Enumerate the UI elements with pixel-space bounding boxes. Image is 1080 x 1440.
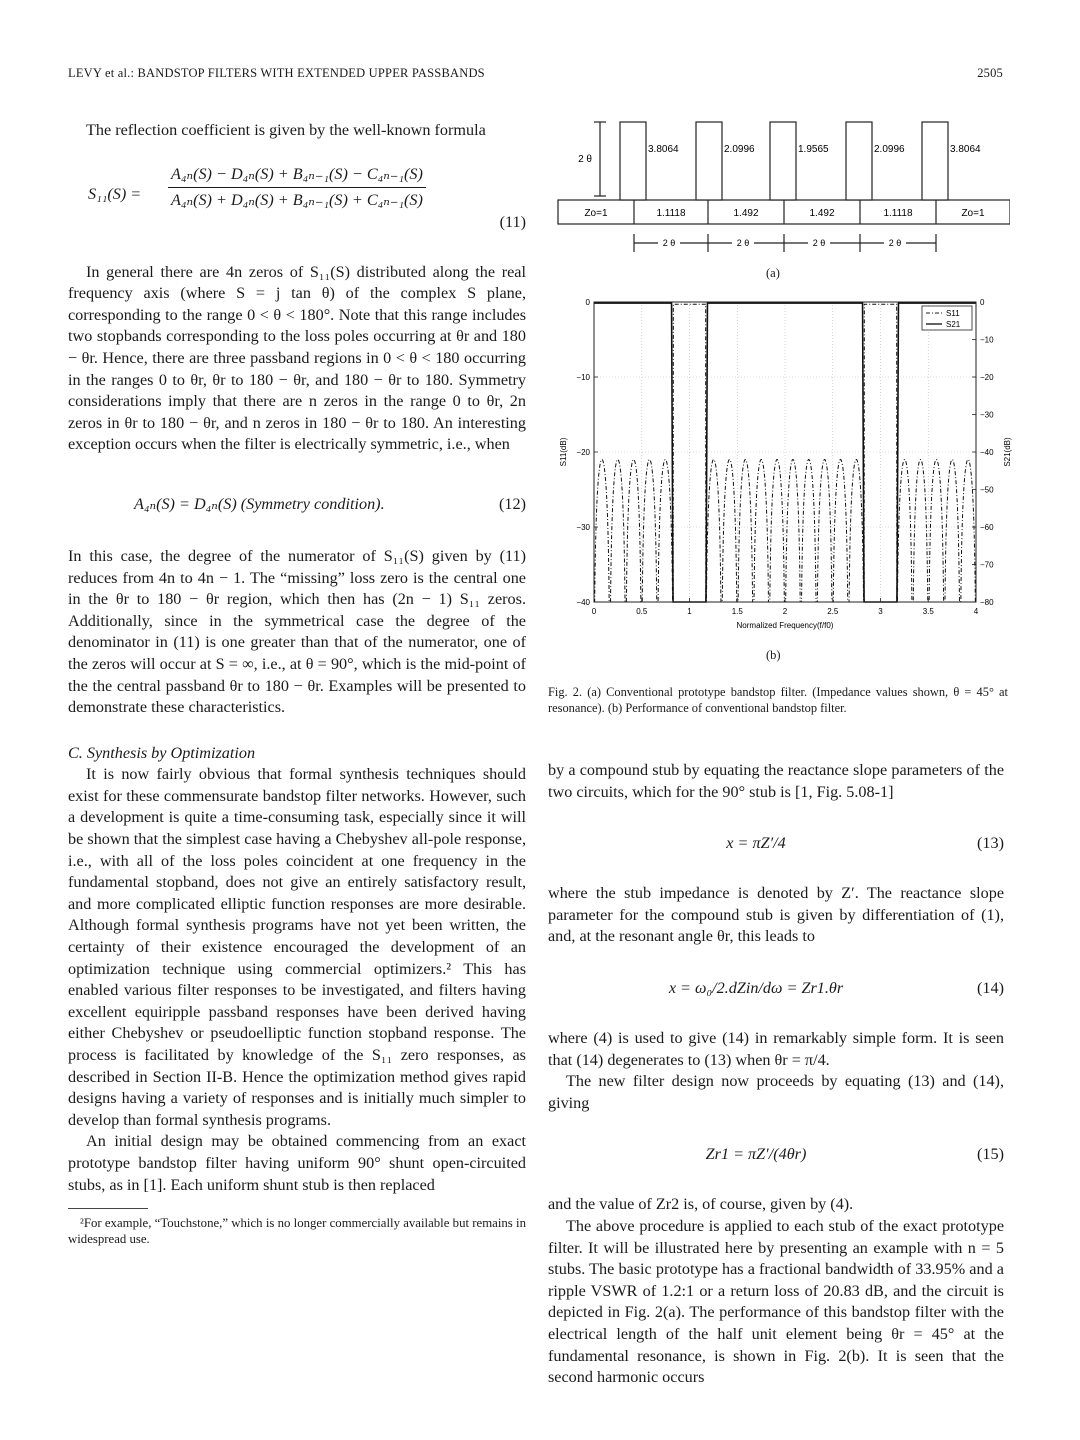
x-tick-label: 0.5: [636, 607, 648, 616]
line-impedance-3: 1.492: [733, 208, 759, 219]
y-tick-label: −10: [576, 373, 590, 382]
stub-length-label: 2 θ: [578, 154, 592, 165]
equation-11: [68, 160, 526, 248]
line-impedance-4: 1.492: [809, 208, 835, 219]
paragraph: It is now fairly obvious that formal synthesis techniques should exist for these commensurate bandstop filter networks. However, such a development is quite a time-consuming task, especially since it will be shown that the simplest case having a Chebyshev all-pole response, i.e., with all of the loss poles coincident at one frequency in the fundamental stopband, does not give an entirely satisfactory result, and more complicated elliptic function responses are more desirable. Although formal synthesis programs have not yet been written, the certainty of their existence encouraged the development of an optimization technique using commercial optimizers.² This has enabled various filter responses to be investigated, and filters having excellent equiripple passband responses have been derived having either Chebyshev or pseudoelliptic function stopband response. The process is facilitated by knowledge of the S₁₁ zero responses, as described in Section II-B. Hence the optimization method gives rapid designs having a variety of responses and is initially much simpler to develop than formal synthesis programs.: [68, 765, 526, 1129]
y-tick-label: −40: [576, 598, 590, 607]
line-impedance-5: 1.1118: [883, 208, 913, 219]
subfigure-a-label: (a): [766, 266, 780, 280]
stub-impedance-1: 3.8064: [648, 144, 679, 155]
x-tick-label: 4: [973, 607, 979, 616]
paragraph: The reflection coefficient is given by the well-known formula: [86, 121, 486, 139]
figure-caption: Fig. 2. (a) Conventional prototype bandstop filter. (Impedance values shown, θ = 45° at resonance). (b) Performance of conventional bandstop filter.: [548, 685, 1008, 715]
chart-grid: [594, 302, 976, 602]
stub-impedance-3: 1.9565: [798, 144, 829, 155]
eq13-number: (13): [977, 834, 1004, 853]
y-tick-label: −30: [576, 523, 590, 532]
eq12-number: (12): [499, 494, 526, 513]
running-header: LEVY et al.: BANDSTOP FILTERS WITH EXTENDED UPPER PASSBANDS: [68, 66, 485, 80]
paragraph: where the stub impedance is denoted by Z′. The reactance slope parameter for the compound stub is given by differentiation of (1), and, at the resonant angle θr, this leads to: [548, 884, 1004, 946]
eq11-number: (11): [499, 212, 526, 231]
left-column: [68, 120, 526, 1247]
y2-axis-label: S21(dB): [1003, 437, 1012, 467]
equation-13: [548, 833, 1004, 883]
x-axis-label: Normalized Frequency(f/f0): [736, 621, 834, 630]
y-tick-label: −20: [576, 448, 590, 457]
x-tick-label: 2: [782, 607, 788, 616]
footnote-rule: [68, 1208, 148, 1209]
chart-legend: [922, 306, 972, 330]
y2-tick-label: −50: [980, 485, 994, 495]
segment-length-1: 2 θ: [662, 238, 676, 248]
eq11-denominator: A₄ₙ(S) + D₄ₙ(S) + B₄ₙ₋₁(S) + C₄ₙ₋₁(S): [171, 191, 423, 210]
eq15-body: Zr1 = πZ′/(4θr): [705, 1145, 807, 1164]
line-impedance-1: Zo=1: [584, 208, 608, 219]
y2-tick-label: −20: [980, 373, 994, 382]
equation-12: [68, 490, 526, 540]
paragraph: and the value of Zr2 is, of course, given by (4).: [548, 1195, 854, 1214]
y2-tick-label: 0: [980, 298, 985, 307]
eq11-fraction: [168, 164, 426, 212]
y2-tick-label: −40: [980, 448, 994, 457]
eq11-lhs: S₁₁(S) =: [88, 184, 142, 203]
paragraph: In this case, the degree of the numerator of S₁₁(S) given by (11) reduces from 4n to 4n − 1. The “missing” loss zero is the central one in the θr to 180 − θr region, which then has (2n − 1) S₁₁ zeros. Additionally, since in the symmetrical case the degree of the denominator in (11) is one greater than that of the numerator, one of the zeros will occur at S = ∞, i.e., at θ = 90°, which is the mid-point of the the central passband θr to 180 − θr. Examples will be presented to demonstrate these characteristics.: [68, 546, 526, 717]
equation-14: [548, 978, 1004, 1028]
stub-impedance-2: 2.0996: [724, 144, 755, 155]
performance-chart: [548, 292, 1028, 638]
paragraph: The above procedure is applied to each stub of the exact prototype filter. It will be illustrated here by presenting an example with n = 5 stubs. The basic prototype has a fractional bandwidth of 33.95% and a ripple VSWR of 1.2:1 or a return loss of 20.83 dB, and the circuit is depicted in Fig. 2(a). The performance of this bandstop filter with the electrical length of the half unit element being θr = 45° at the fundamental resonance, is shown in Fig. 2(b). It is seen that the second harmonic occurs: [548, 1216, 1004, 1387]
page-number: 2505: [977, 66, 1003, 80]
legend-s21: S21: [946, 320, 961, 329]
equation-15: [548, 1144, 1004, 1194]
section-heading: C. Synthesis by Optimization: [68, 743, 256, 762]
y2-tick-label: −70: [980, 560, 994, 570]
x-tick-label: 3.5: [922, 607, 934, 616]
y2-tick-label: −10: [980, 335, 994, 345]
circuit-diagram: [550, 110, 1010, 270]
x-tick-label: 3: [878, 607, 883, 616]
paragraph: by a compound stub by equating the reactance slope parameters of the two circuits, which for the 90° stub is [1, Fig. 5.08-1]: [548, 761, 1004, 801]
subfigure-b-label: (b): [766, 648, 781, 662]
y-axis-label: S11(dB): [559, 437, 568, 467]
x-tick-label: 1: [687, 607, 692, 616]
eq11-numerator: A₄ₙ(S) − D₄ₙ(S) + B₄ₙ₋₁(S) − C₄ₙ₋₁(S): [168, 164, 426, 189]
footnote: ²For example, “Touchstone,” which is no longer commercially available but remains in widespread use.: [68, 1216, 526, 1247]
segment-length-2: 2 θ: [736, 238, 750, 248]
paragraph: An initial design may be obtained commencing from an exact prototype bandstop filter having uniform 90° shunt open-circuited stubs, as in [1]. Each uniform shunt stub is then replaced: [68, 1132, 526, 1194]
segment-length-4: 2 θ: [888, 238, 902, 248]
y2-tick-label: −30: [980, 410, 994, 420]
y-tick-label: 0: [585, 298, 590, 307]
eq13-body: x = πZ′/4: [726, 834, 786, 853]
eq14-body: x = ω₀/2.dZin/dω = Zr1.θr: [668, 978, 844, 997]
line-impedance-6: Zo=1: [961, 208, 985, 219]
x-tick-label: 2.5: [827, 607, 839, 616]
eq12-body: A₄ₙ(S) = D₄ₙ(S) (Symmetry condition).: [134, 494, 385, 513]
paragraph: In general there are 4n zeros of S₁₁(S) distributed along the real frequency axis (where S = j tan θ) of the complex S plane, corresponding to the range 0 < θ < 180°. Note that this range includes two stopbands corresponding to the loss poles occurring at θr and 180 − θr. Hence, there are three passband regions in 0 < θ < 180 occurring in the ranges 0 to θr, θr to 180 − θr, and 180 − θr to 180. Symmetry considerations imply that there are n zeros in the range 0 to θr, 2n zeros in θr to 180 − θr, and n zeros in 180 − θr to 180. An interesting exception occurs when the filter is electrically symmetric, i.e., when: [68, 262, 526, 454]
paragraph: The new filter design now proceeds by equating (13) and (14), giving: [548, 1072, 1004, 1112]
stub-impedance-4: 2.0996: [874, 144, 905, 155]
x-tick-label: 1.5: [731, 607, 743, 616]
right-column: [548, 760, 1004, 1389]
chart-ticks: [576, 298, 994, 616]
eq15-number: (15): [977, 1145, 1004, 1164]
paragraph: where (4) is used to give (14) in remarkably simple form. It is seen that (14) degenerates to (13) when θr = π/4.: [548, 1028, 1004, 1069]
line-impedance-2: 1.1118: [656, 208, 686, 219]
legend-s11: S11: [946, 309, 960, 318]
segment-length-3: 2 θ: [812, 238, 826, 248]
y2-tick-label: −80: [980, 598, 994, 607]
y2-tick-label: −60: [980, 523, 994, 532]
x-tick-label: 0: [591, 607, 597, 616]
eq14-number: (14): [977, 978, 1004, 997]
stub-impedance-5: 3.8064: [950, 144, 981, 155]
